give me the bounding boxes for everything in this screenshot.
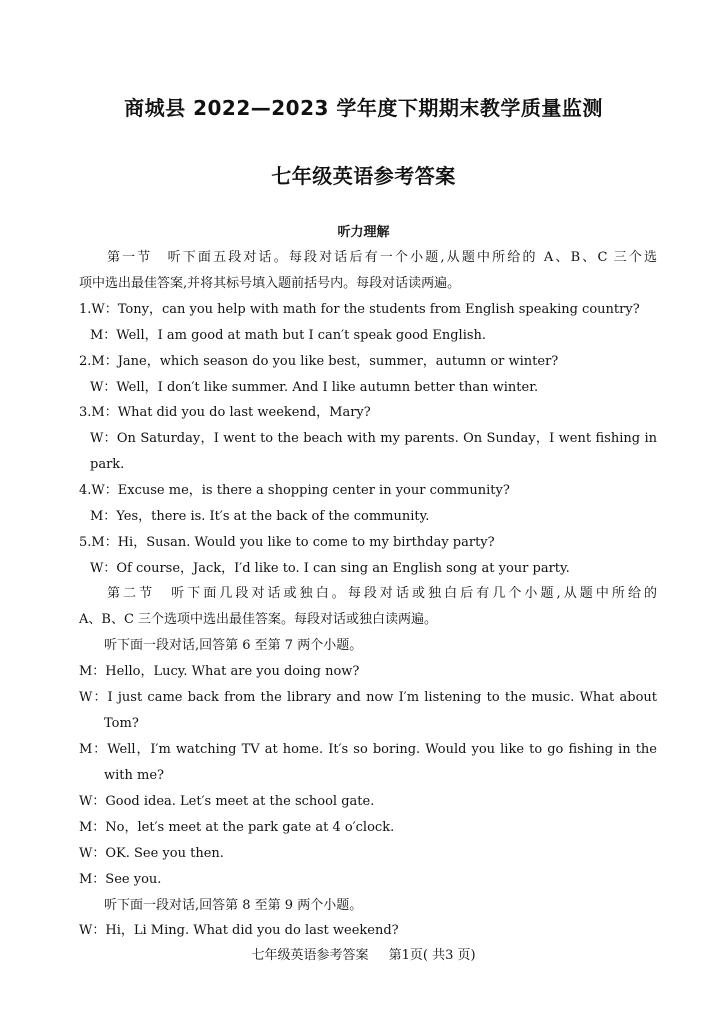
document-subtitle: 七年级英语参考答案	[271, 164, 456, 188]
text-line: W：Of course，Jack，I′d like to. I can sing an English song at your party.	[90, 561, 570, 576]
text-line: W：Well，I don′t like summer. And I like autumn better than winter.	[90, 380, 539, 395]
text-line: W：Hi，Li Ming. What did you do last weekend?	[79, 923, 399, 938]
text-line: W：I just came back from the library and now I′m listening to the music. What about	[79, 690, 657, 705]
text-line: 5.M：Hi，Susan. Would you like to come to my birthday party?	[79, 535, 495, 550]
text-line: Tom?	[104, 716, 139, 731]
text-line: A、B、C 三个选项中选出最佳答案。每段对话或独白读两遍。	[79, 612, 438, 627]
text-line: 4.W：Excuse me，is there a shopping center in your community?	[79, 483, 510, 498]
page-footer	[0, 944, 727, 963]
text-line: 第一节 听下面五段对话。每段对话后有一个小题,从题中所给的 A、B、C 三个选	[107, 250, 657, 265]
text-line: 听下面一段对话,回答第 8 至第 9 两个小题。	[104, 898, 363, 913]
text-line: M：See you.	[79, 872, 162, 887]
text-line: W：Good idea. Let′s meet at the school gate.	[79, 794, 375, 809]
footer-page-number: 第1页( 共3 页)	[388, 948, 476, 963]
text-line: W：On Saturday，I went to the beach with my parents. On Sunday，I went fishing in	[90, 431, 657, 446]
footer-label: 七年级英语参考答案	[251, 948, 369, 963]
document-title: 商城县 2022—2023 学年度下期期末教学质量监测	[124, 96, 603, 120]
text-line: W：OK. See you then.	[79, 846, 224, 861]
text-line: M：Well，I′m watching TV at home. It′s so boring. Would you like to go fishing in the	[79, 742, 657, 757]
text-line: 听下面一段对话,回答第 6 至第 7 两个小题。	[104, 638, 363, 653]
section-heading: 听力理解	[337, 225, 390, 240]
text-line: 1.W：Tony，can you help with math for the students from English speaking country?	[79, 302, 640, 317]
text-line: 项中选出最佳答案,并将其标号填入题前括号内。每段对话读两遍。	[79, 276, 461, 291]
text-line: with me?	[104, 768, 165, 783]
text-line: park.	[90, 457, 125, 472]
text-line: M：Well，I am good at math but I can′t speak good English.	[90, 328, 487, 343]
text-line: 3.M：What did you do last weekend，Mary?	[79, 405, 371, 420]
text-line: 第二节 听下面几段对话或独白。每段对话或独白后有几个小题,从题中所给的	[107, 586, 657, 601]
text-line: 2.M：Jane，which season do you like best，summer，autumn or winter?	[79, 354, 559, 369]
text-line: M：Hello，Lucy. What are you doing now?	[79, 664, 360, 679]
text-line: M：No，let′s meet at the park gate at 4 o′clock.	[79, 820, 395, 835]
text-line: M：Yes，there is. It′s at the back of the community.	[90, 509, 430, 524]
